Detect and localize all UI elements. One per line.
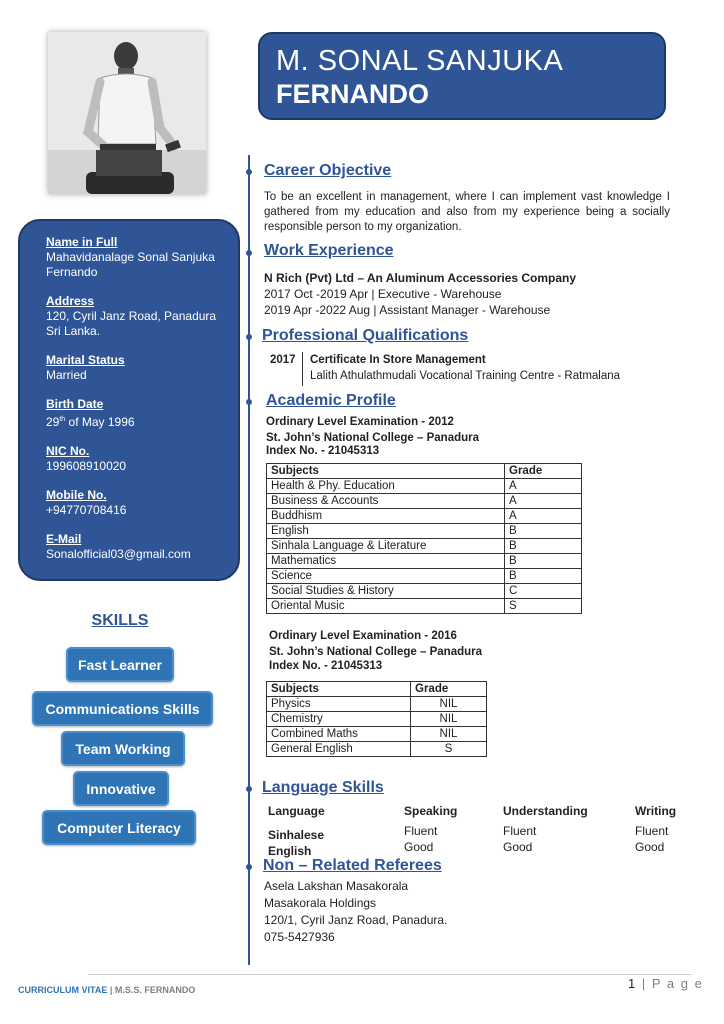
email-value: Sonalofficial03@gmail.com (46, 547, 191, 561)
qualification-institute: Lalith Athulathmudali Vocational Training Centre - Ratmalana (310, 370, 621, 382)
ol-index-2012: Index No. - 21045313 (266, 445, 380, 457)
person-photo-illustration (48, 32, 206, 194)
language-header: Language (268, 804, 325, 818)
marital-value: Married (46, 368, 87, 382)
table-row (267, 479, 582, 494)
footer-cv-label: CURRICULUM VITAE (18, 985, 108, 995)
grade-cell: A (505, 479, 582, 494)
nic-value: 199608910020 (46, 459, 127, 473)
page-word: | P a g e (636, 976, 704, 991)
footer-divider (88, 974, 692, 975)
personal-info-card (18, 219, 240, 581)
grade-cell: NIL (411, 727, 487, 742)
grade-cell: NIL (411, 697, 487, 712)
career-objective-text: To be an excellent in management, where I can implement vast knowledge I gathered from my education and also from my experience being a socially responsible person to my organization. (264, 191, 670, 233)
timeline-dot (246, 786, 252, 792)
table-header-grade: Grade (505, 464, 582, 479)
table-header-row (267, 682, 487, 697)
ol-exam-2012: Ordinary Level Examination - 2012 (266, 416, 454, 428)
birth-day: 29 (46, 415, 60, 429)
name-value: Mahavidanalage Sonal Sanjuka Fernando (46, 250, 215, 279)
birth-value (46, 412, 228, 430)
career-objective-title: Career Objective (264, 162, 392, 179)
subject-cell: Physics (267, 697, 411, 712)
mobile-value: +94770708416 (46, 503, 127, 517)
table-row (267, 554, 582, 569)
writing-level: Good (635, 840, 665, 854)
subject-cell: General English (267, 742, 411, 757)
birth-rest: of May 1996 (65, 415, 135, 429)
timeline-dot (246, 334, 252, 340)
birth-block (46, 397, 228, 430)
ol-index-2016: Index No. - 21045313 (269, 660, 383, 672)
footer-label (18, 985, 195, 995)
language-header-row (268, 804, 688, 824)
referees-title: Non – Related Referees (263, 857, 442, 874)
mobile-label: Mobile No. (46, 488, 107, 502)
writing-header: Writing (635, 804, 677, 818)
language-name: English (268, 844, 312, 858)
page-number (628, 976, 703, 991)
skill-badge: Innovative (73, 771, 169, 806)
grade-cell: A (505, 494, 582, 509)
grade-cell: C (505, 584, 582, 599)
work-role: 2017 Oct -2019 Apr | Executive - Warehouse (264, 287, 502, 301)
footer-separator: | (107, 985, 115, 995)
subject-cell: English (267, 524, 505, 539)
understanding-header: Understanding (503, 804, 588, 818)
name-first-line: M. SONAL SANJUKA (276, 45, 564, 77)
table-row (267, 509, 582, 524)
subject-cell: Health & Phy. Education (267, 479, 505, 494)
qualification-divider (302, 352, 303, 386)
marital-block (46, 353, 228, 383)
grade-cell: B (505, 524, 582, 539)
skill-badge: Fast Learner (66, 647, 174, 682)
name-banner (258, 32, 666, 120)
address-line-2: Sri Lanka. (46, 324, 101, 338)
table-row (267, 712, 487, 727)
subject-cell: Mathematics (267, 554, 505, 569)
table-row (267, 599, 582, 614)
ol-results-table-2016 (266, 681, 487, 757)
skill-badge: Communications Skills (32, 691, 213, 726)
nic-block (46, 444, 228, 474)
subject-cell: Buddhism (267, 509, 505, 524)
ol-exam-2016: Ordinary Level Examination - 2016 (269, 630, 457, 642)
table-row (267, 727, 487, 742)
table-row (267, 742, 487, 757)
work-company: N Rich (Pvt) Ltd – An Aluminum Accessories Company (264, 271, 577, 285)
address-label: Address (46, 294, 95, 308)
language-skills-grid (268, 804, 688, 856)
name-surname: FERNANDO (276, 79, 429, 109)
nic-label: NIC No. (46, 444, 90, 458)
language-row (268, 824, 688, 840)
qualifications-title: Professional Qualifications (262, 327, 469, 344)
table-row (267, 494, 582, 509)
grade-cell: NIL (411, 712, 487, 727)
birth-label: Birth Date (46, 397, 104, 411)
grade-cell: S (505, 599, 582, 614)
address-line-1: 120, Cyril Janz Road, Panadura (46, 309, 217, 323)
speaking-level: Good (404, 840, 434, 854)
address-block (46, 294, 228, 339)
language-row (268, 840, 688, 856)
grade-cell: A (505, 509, 582, 524)
referee-line: Asela Lakshan Masakorala (264, 879, 409, 893)
table-row (267, 524, 582, 539)
skills-title: SKILLS (91, 612, 149, 629)
work-experience-title: Work Experience (264, 242, 394, 259)
table-row (267, 569, 582, 584)
timeline-dot (246, 250, 252, 256)
ol-results-table-2012 (266, 463, 582, 614)
grade-cell: B (505, 569, 582, 584)
understanding-level: Good (503, 840, 533, 854)
grade-cell: S (411, 742, 487, 757)
profile-photo (48, 32, 206, 194)
table-header-grade: Grade (411, 682, 487, 697)
timeline-dot (246, 169, 252, 175)
table-row (267, 539, 582, 554)
footer-author: M.S.S. FERNANDO (114, 985, 196, 995)
language-skills-title: Language Skills (262, 779, 384, 796)
subject-cell: Business & Accounts (267, 494, 505, 509)
speaking-header: Speaking (404, 804, 458, 818)
subject-cell: Oriental Music (267, 599, 505, 614)
table-header-subjects: Subjects (267, 682, 411, 697)
email-label: E-Mail (46, 532, 82, 546)
work-role: 2019 Apr -2022 Aug | Assistant Manager - Warehouse (264, 303, 551, 317)
birth-suffix: th (59, 416, 66, 423)
grade-cell: B (505, 539, 582, 554)
subject-cell: Sinhala Language & Literature (267, 539, 505, 554)
subject-cell: Science (267, 569, 505, 584)
referee-line: Masakorala Holdings (264, 896, 377, 910)
mobile-block (46, 488, 228, 518)
qualification-year: 2017 (270, 354, 296, 366)
timeline-dot (246, 399, 252, 405)
skill-badge: Team Working (61, 731, 185, 766)
ol-school-2016: St. John’s National College – Panadura (269, 646, 483, 658)
subject-cell: Combined Maths (267, 727, 411, 742)
table-row (267, 584, 582, 599)
language-name: Sinhalese (268, 828, 325, 842)
referee-line: 075-5427936 (264, 930, 335, 944)
ol-school-2012: St. John’s National College – Panadura (266, 432, 480, 444)
table-header-row (267, 464, 582, 479)
name-block (46, 235, 228, 280)
skill-badge: Computer Literacy (42, 810, 196, 845)
grade-cell: B (505, 554, 582, 569)
marital-label: Marital Status (46, 353, 125, 367)
email-block (46, 532, 228, 562)
qualification-certificate: Certificate In Store Management (310, 354, 486, 366)
page-number-value: 1 (628, 976, 637, 991)
understanding-level: Fluent (503, 824, 537, 838)
name-label: Name in Full (46, 235, 118, 249)
speaking-level: Fluent (404, 824, 438, 838)
subject-cell: Social Studies & History (267, 584, 505, 599)
timeline-dot (246, 864, 252, 870)
timeline-line (248, 155, 250, 965)
table-header-subjects: Subjects (267, 464, 505, 479)
table-row (267, 697, 487, 712)
subject-cell: Chemistry (267, 712, 411, 727)
academic-profile-title: Academic Profile (266, 392, 396, 409)
writing-level: Fluent (635, 824, 669, 838)
referee-line: 120/1, Cyril Janz Road, Panadura. (264, 913, 448, 927)
